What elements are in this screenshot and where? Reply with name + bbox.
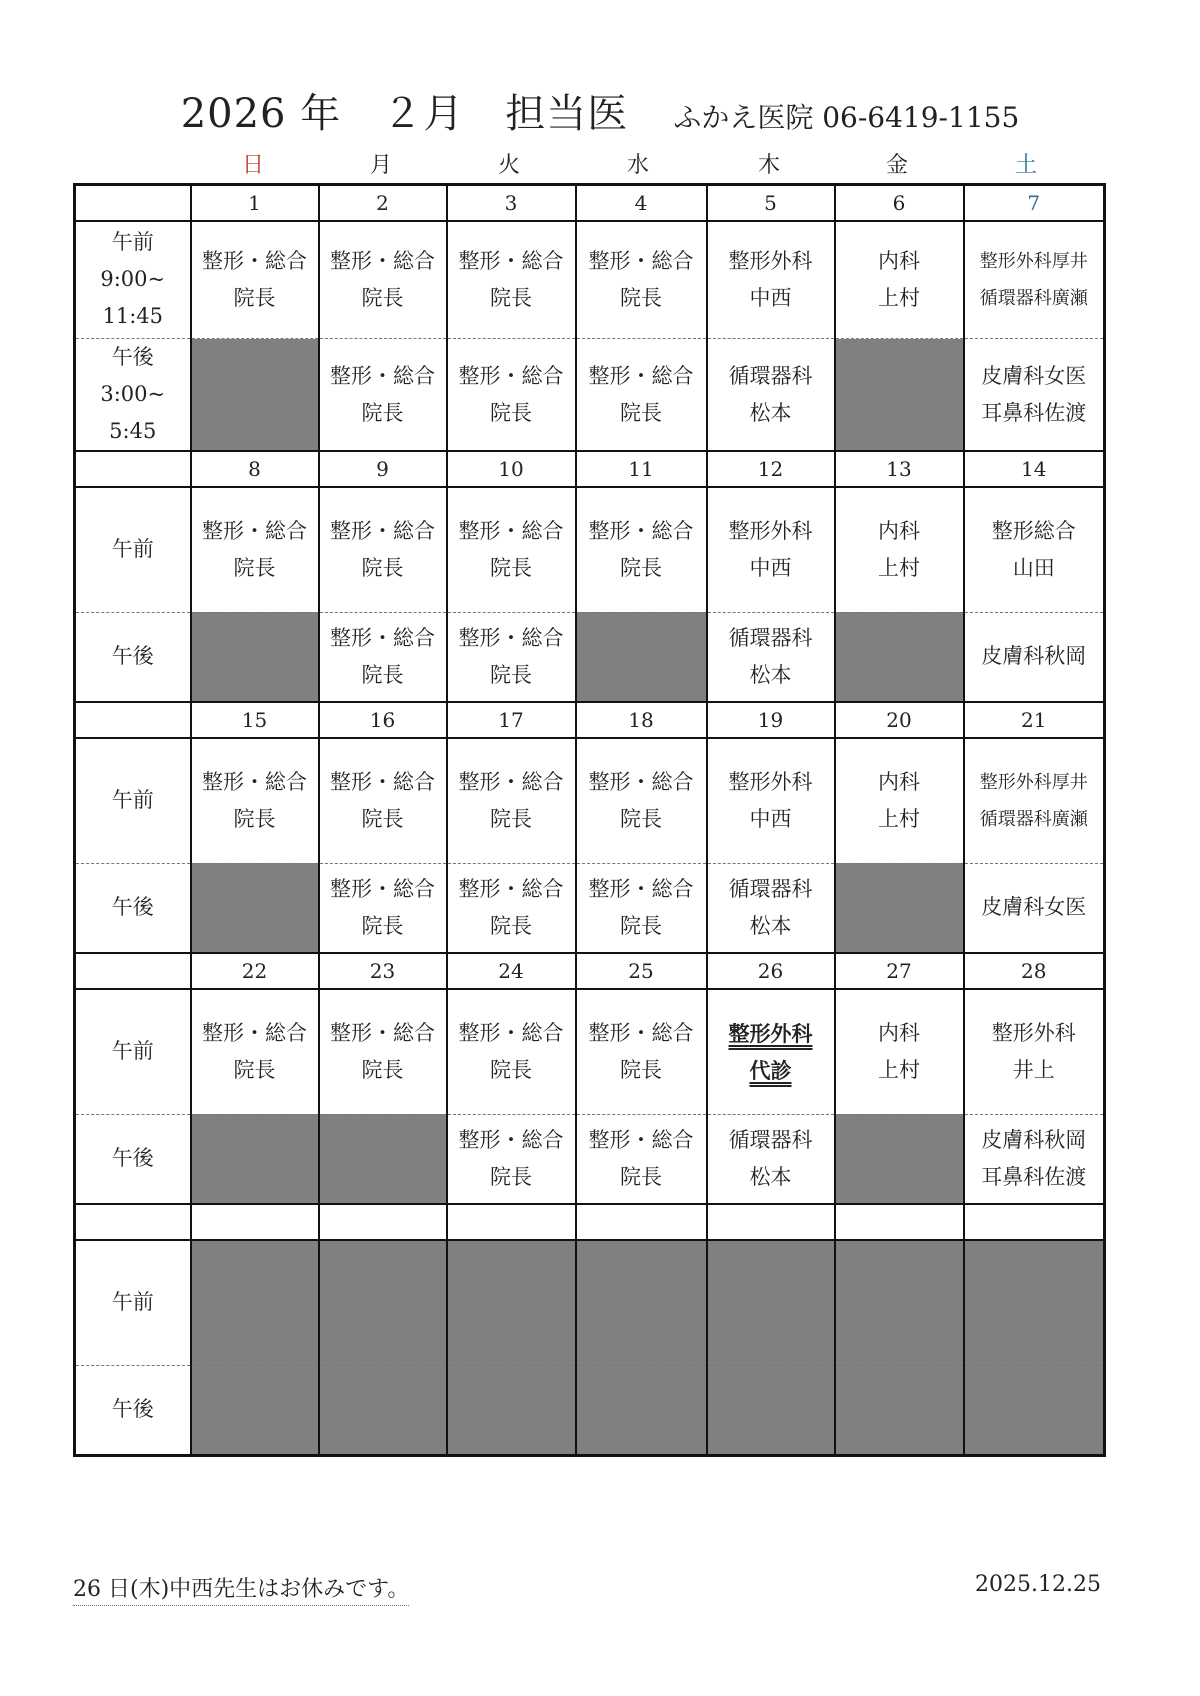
department: 循環器科 — [728, 363, 813, 388]
date-row-label — [75, 451, 191, 487]
doctor-name: 院長 — [490, 1164, 532, 1189]
closed-cell — [576, 1240, 707, 1365]
department: 皮膚科秋岡 — [981, 1127, 1087, 1152]
date-cell: 7 — [964, 185, 1105, 221]
pm-label-cell — [75, 863, 191, 953]
date-cell — [707, 1204, 835, 1240]
weekday-mon: 月 — [369, 153, 392, 178]
doctor-name: 上村 — [878, 806, 920, 831]
pm-row — [75, 612, 1105, 702]
title-year-month: 2026 年 ２月 担当医 — [180, 91, 629, 137]
doctor-cell — [447, 612, 576, 702]
absence-note: 26 日(木)中西先生はお休みです。 — [73, 1572, 409, 1606]
closed-cell — [835, 863, 964, 953]
closed-cell — [319, 1114, 447, 1204]
doctor-cell — [964, 612, 1105, 702]
date-row — [75, 1204, 1105, 1240]
department: 整形・総合 — [588, 518, 694, 543]
department: 整形・総合 — [458, 769, 564, 794]
doctor-name: 院長 — [361, 1057, 404, 1082]
doctor-cell — [707, 989, 835, 1114]
date-cell: 8 — [191, 451, 319, 487]
department: 整形・総合 — [458, 625, 564, 650]
doctor-cell — [964, 989, 1105, 1114]
doctor-cell — [319, 612, 447, 702]
pm-label-cell — [75, 612, 191, 702]
doctor-cell — [191, 221, 319, 339]
date-cell: 26 — [707, 953, 835, 989]
doctor-cell — [576, 221, 707, 339]
department: 循環器科 — [728, 625, 813, 650]
am-row — [75, 221, 1105, 339]
doctor-name: 院長 — [620, 913, 662, 938]
doctor-cell — [835, 487, 964, 612]
weekday-tue: 火 — [497, 153, 520, 178]
schedule-table — [73, 183, 1106, 1457]
pm-label-cell — [75, 1114, 191, 1204]
doctor-cell — [576, 738, 707, 863]
doctor-name: 中西 — [749, 285, 792, 310]
closed-cell — [191, 339, 319, 452]
doctor-name: 院長 — [233, 555, 276, 580]
closed-cell — [191, 1114, 319, 1204]
pm-row — [75, 339, 1105, 452]
department: 整形・総合 — [202, 1020, 307, 1045]
doctor-cell — [707, 487, 835, 612]
department: 整形・総合 — [202, 248, 307, 273]
doctor-cell — [319, 738, 447, 863]
department: 内科 — [878, 769, 920, 794]
doctor-cell — [447, 339, 576, 452]
doctor-cell — [964, 339, 1105, 452]
closed-cell — [835, 1365, 964, 1455]
closed-cell — [191, 1365, 319, 1455]
doctor-name: 院長 — [361, 285, 404, 310]
department: 整形・総合 — [330, 769, 435, 794]
department: 整形・総合 — [202, 518, 307, 543]
doctor-cell — [447, 221, 576, 339]
date-cell: 14 — [964, 451, 1105, 487]
doctor-name: 院長 — [490, 285, 532, 310]
closed-cell — [835, 339, 964, 452]
doctor-cell — [707, 1114, 835, 1204]
date-cell: 23 — [319, 953, 447, 989]
department: 整形外科 — [728, 1020, 813, 1046]
department: 整形・総合 — [458, 363, 564, 388]
date-cell: 6 — [835, 185, 964, 221]
date-cell: 13 — [835, 451, 964, 487]
doctor-cell — [964, 738, 1105, 863]
doctor-name: 院長 — [361, 555, 404, 580]
doctor-name: 松本 — [749, 662, 792, 687]
department: 整形・総合 — [588, 769, 694, 794]
department: 整形外科 — [991, 1020, 1076, 1045]
pm-label: 午後 — [111, 1397, 154, 1421]
am-label: 午前 — [111, 230, 154, 255]
department: 整形外科 — [728, 769, 813, 794]
am-row — [75, 989, 1105, 1114]
am-hours-start: 9:00~ — [100, 267, 166, 292]
department: 整形外科厚井 — [979, 250, 1088, 272]
doctor-name: 山田 — [1012, 555, 1055, 580]
am-label: 午前 — [111, 788, 154, 813]
doctor-name: 松本 — [749, 913, 792, 938]
doctor-name: 中西 — [749, 806, 792, 831]
department: 整形・総合 — [458, 1127, 564, 1152]
department: 整形・総合 — [588, 1020, 694, 1045]
department: 内科 — [878, 518, 920, 543]
date-cell: 9 — [319, 451, 447, 487]
closed-cell — [576, 612, 707, 702]
department: 整形総合 — [991, 518, 1076, 543]
pm-row — [75, 863, 1105, 953]
doctor-name: 院長 — [620, 400, 662, 425]
doctor-name: 循環器科廣瀬 — [979, 287, 1088, 309]
closed-cell — [447, 1240, 576, 1365]
department: 整形・総合 — [588, 363, 694, 388]
clinic-name-phone: ふかえ医院 06-6419-1155 — [673, 101, 1020, 134]
doctor-name: 院長 — [490, 806, 532, 831]
doctor-name: 耳鼻科佐渡 — [981, 400, 1087, 425]
doctor-cell — [319, 863, 447, 953]
department: 整形・総合 — [330, 876, 435, 901]
department: 整形・総合 — [330, 625, 435, 650]
department: 皮膚科女医 — [981, 363, 1087, 388]
department: 循環器科 — [728, 1127, 813, 1152]
date-cell: 25 — [576, 953, 707, 989]
issue-date: 2025.12.25 — [975, 1572, 1101, 1597]
doctor-name: 上村 — [878, 1057, 920, 1082]
pm-label: 午後 — [111, 644, 154, 669]
date-cell: 12 — [707, 451, 835, 487]
am-row — [75, 738, 1105, 863]
date-row — [75, 953, 1105, 989]
doctor-cell — [707, 863, 835, 953]
date-cell: 21 — [964, 702, 1105, 738]
am-label-cell — [75, 989, 191, 1114]
closed-cell — [707, 1365, 835, 1455]
doctor-name: 院長 — [620, 1057, 662, 1082]
closed-cell — [835, 1240, 964, 1365]
am-label-cell — [75, 738, 191, 863]
date-cell — [576, 1204, 707, 1240]
doctor-name: 院長 — [490, 662, 532, 687]
doctor-name: 院長 — [620, 806, 662, 831]
department: 皮膚科秋岡 — [981, 644, 1087, 669]
pm-hours-start: 3:00~ — [100, 382, 166, 406]
date-cell: 17 — [447, 702, 576, 738]
weekday-sat: 土 — [1014, 153, 1037, 178]
date-cell: 19 — [707, 702, 835, 738]
doctor-cell — [707, 738, 835, 863]
doctor-name: 院長 — [361, 913, 404, 938]
date-row — [75, 451, 1105, 487]
department: 皮膚科女医 — [981, 895, 1087, 920]
department: 整形・総合 — [330, 518, 435, 543]
am-label: 午前 — [111, 537, 154, 562]
am-label-cell — [75, 487, 191, 612]
date-row-label — [75, 1204, 191, 1240]
closed-cell — [707, 1240, 835, 1365]
pm-row — [75, 1365, 1105, 1455]
department: 整形外科 — [728, 248, 813, 273]
doctor-cell — [191, 989, 319, 1114]
doctor-cell — [835, 221, 964, 339]
doctor-name: 院長 — [361, 806, 404, 831]
department: 整形・総合 — [202, 769, 307, 794]
doctor-cell — [447, 989, 576, 1114]
doctor-name: 耳鼻科佐渡 — [981, 1164, 1087, 1189]
doctor-cell — [964, 221, 1105, 339]
weekday-sun: 日 — [241, 153, 264, 178]
doctor-cell — [319, 989, 447, 1114]
date-cell: 2 — [319, 185, 447, 221]
department: 循環器科 — [728, 876, 813, 901]
doctor-cell — [576, 339, 707, 452]
doctor-cell — [835, 738, 964, 863]
am-hours-end: 11:45 — [102, 304, 164, 329]
date-cell — [319, 1204, 447, 1240]
date-row-label — [75, 702, 191, 738]
doctor-name: 院長 — [490, 555, 532, 580]
pm-label: 午後 — [111, 895, 154, 920]
date-cell: 27 — [835, 953, 964, 989]
date-cell: 10 — [447, 451, 576, 487]
date-cell: 5 — [707, 185, 835, 221]
doctor-cell — [707, 339, 835, 452]
doctor-name: 院長 — [361, 662, 404, 687]
department: 整形外科 — [728, 518, 813, 543]
department: 整形・総合 — [588, 1127, 694, 1152]
date-cell: 3 — [447, 185, 576, 221]
doctor-cell — [964, 487, 1105, 612]
date-cell — [447, 1204, 576, 1240]
date-cell — [964, 1204, 1105, 1240]
am-label: 午前 — [111, 1290, 154, 1315]
weekday-header — [73, 148, 1125, 182]
date-cell: 22 — [191, 953, 319, 989]
closed-cell — [191, 612, 319, 702]
date-cell — [835, 1204, 964, 1240]
date-cell: 1 — [191, 185, 319, 221]
doctor-cell — [447, 1114, 576, 1204]
doctor-cell — [707, 612, 835, 702]
closed-cell — [835, 612, 964, 702]
doctor-cell — [964, 863, 1105, 953]
closed-cell — [835, 1114, 964, 1204]
department: 整形・総合 — [458, 1020, 564, 1045]
doctor-cell — [835, 989, 964, 1114]
doctor-cell — [447, 863, 576, 953]
date-cell: 15 — [191, 702, 319, 738]
pm-label: 午後 — [111, 345, 154, 369]
am-row — [75, 1240, 1105, 1365]
doctor-cell — [319, 339, 447, 452]
am-label-cell — [75, 1240, 191, 1365]
department: 整形・総合 — [330, 363, 435, 388]
doctor-cell — [191, 738, 319, 863]
doctor-cell — [191, 487, 319, 612]
date-cell — [191, 1204, 319, 1240]
doctor-name: 上村 — [878, 555, 920, 580]
closed-cell — [964, 1365, 1105, 1455]
date-cell: 16 — [319, 702, 447, 738]
weekday-thu: 木 — [757, 153, 780, 178]
doctor-cell — [707, 221, 835, 339]
date-row-label — [75, 953, 191, 989]
closed-cell — [447, 1365, 576, 1455]
weekday-fri: 金 — [885, 153, 908, 178]
date-cell: 11 — [576, 451, 707, 487]
department: 整形・総合 — [458, 518, 564, 543]
doctor-name: 院長 — [620, 285, 662, 310]
doctor-cell — [576, 1114, 707, 1204]
doctor-name: 松本 — [749, 400, 792, 425]
am-label-cell — [75, 221, 191, 339]
doctor-cell — [447, 738, 576, 863]
doctor-name: 循環器科廣瀬 — [979, 808, 1088, 830]
date-row — [75, 185, 1105, 221]
doctor-name: 院長 — [490, 913, 532, 938]
department: 整形・総合 — [458, 876, 564, 901]
weekday-wed: 水 — [626, 153, 649, 178]
department: 整形外科厚井 — [979, 771, 1088, 793]
doctor-name: 松本 — [749, 1164, 792, 1189]
doctor-name: 院長 — [490, 1057, 532, 1082]
department: 整形・総合 — [330, 1020, 435, 1045]
department: 整形・総合 — [588, 248, 694, 273]
doctor-name: 代診 — [749, 1057, 792, 1083]
department: 内科 — [878, 248, 920, 273]
doctor-cell — [964, 1114, 1105, 1204]
doctor-cell — [576, 487, 707, 612]
pm-hours-end: 5:45 — [109, 419, 157, 443]
department: 整形・総合 — [588, 876, 694, 901]
closed-cell — [191, 1240, 319, 1365]
closed-cell — [576, 1365, 707, 1455]
doctor-name: 院長 — [620, 1164, 662, 1189]
date-cell: 20 — [835, 702, 964, 738]
pm-row — [75, 1114, 1105, 1204]
doctor-name: 院長 — [620, 555, 662, 580]
am-row — [75, 487, 1105, 612]
department: 整形・総合 — [330, 248, 435, 273]
closed-cell — [319, 1365, 447, 1455]
date-cell: 28 — [964, 953, 1105, 989]
pm-label-cell — [75, 339, 191, 452]
closed-cell — [191, 863, 319, 953]
doctor-cell — [447, 487, 576, 612]
pm-label: 午後 — [111, 1146, 154, 1171]
department: 整形・総合 — [458, 248, 564, 273]
date-cell: 18 — [576, 702, 707, 738]
date-cell: 4 — [576, 185, 707, 221]
doctor-name: 院長 — [233, 285, 276, 310]
doctor-name: 院長 — [490, 400, 532, 425]
doctor-name: 院長 — [233, 1057, 276, 1082]
am-label: 午前 — [111, 1039, 154, 1064]
doctor-name: 中西 — [749, 555, 792, 580]
doctor-name: 上村 — [878, 285, 920, 310]
doctor-cell — [319, 487, 447, 612]
page-title — [0, 82, 1200, 139]
date-row-label — [75, 185, 191, 221]
doctor-cell — [319, 221, 447, 339]
date-row — [75, 702, 1105, 738]
doctor-name: 井上 — [1012, 1057, 1055, 1082]
doctor-name: 院長 — [361, 400, 404, 425]
doctor-name: 院長 — [233, 806, 276, 831]
department: 内科 — [878, 1020, 920, 1045]
closed-cell — [319, 1240, 447, 1365]
doctor-cell — [576, 863, 707, 953]
date-cell: 24 — [447, 953, 576, 989]
closed-cell — [964, 1240, 1105, 1365]
pm-label-cell — [75, 1365, 191, 1455]
doctor-cell — [576, 989, 707, 1114]
